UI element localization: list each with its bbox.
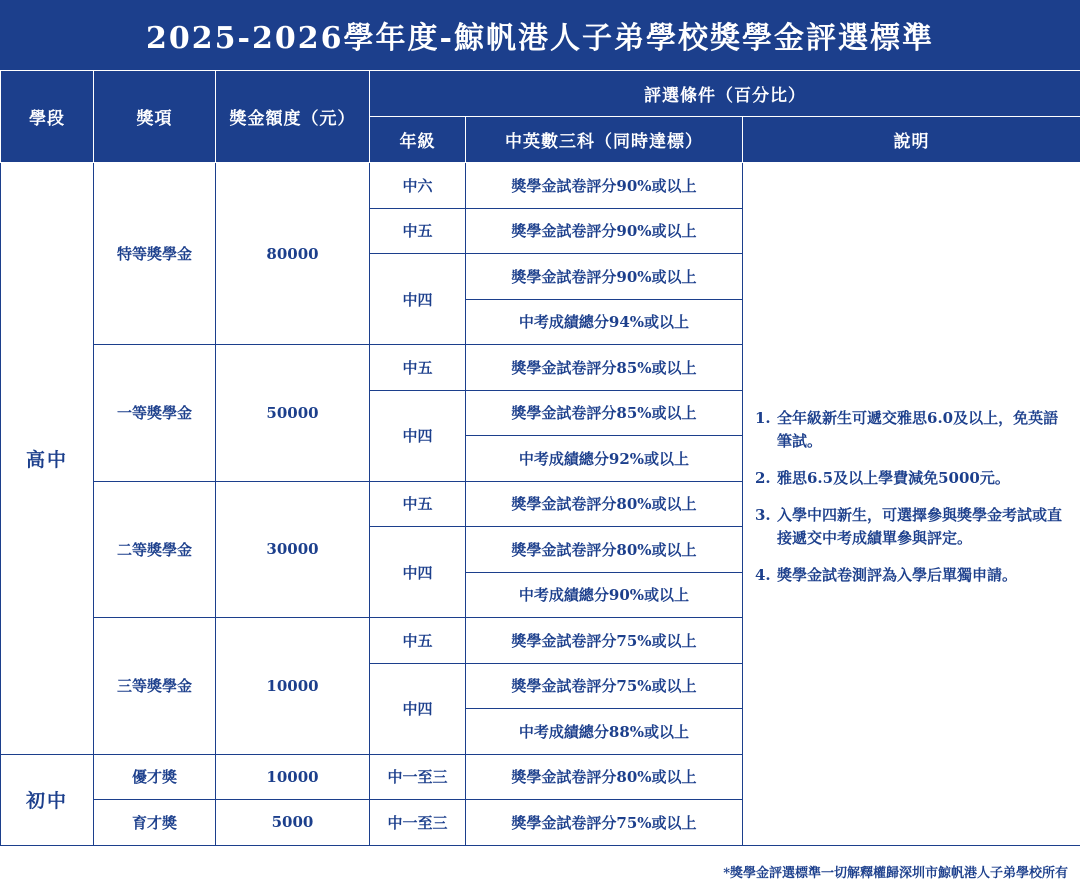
note-number: 3. <box>755 505 771 524</box>
condition-cell: 中考成績總分90%或以上 <box>466 572 743 618</box>
award-amount: 5000 <box>216 800 370 846</box>
note-number: 2. <box>755 468 771 487</box>
header-stage: 學段 <box>1 71 94 163</box>
condition-cell: 獎學金試卷評分85%或以上 <box>466 345 743 391</box>
award-name: 特等獎學金 <box>94 163 216 345</box>
header-grade: 年級 <box>370 117 466 163</box>
stage-senior: 高中 <box>1 163 94 755</box>
grade-cell: 中四 <box>370 527 466 618</box>
condition-cell: 獎學金試卷評分80%或以上 <box>466 481 743 527</box>
award-amount: 30000 <box>216 481 370 618</box>
award-name: 二等獎學金 <box>94 481 216 618</box>
scholarship-table <box>0 70 1080 846</box>
award-name: 一等獎學金 <box>94 345 216 482</box>
header-criteria: 評選條件（百分比） <box>370 71 1080 117</box>
note-text: 入學中四新生，可選擇參與獎學金考試或直接遞交中考成績單參與評定。 <box>777 505 1063 547</box>
condition-cell: 獎學金試卷評分85%或以上 <box>466 390 743 436</box>
note-item <box>755 504 1070 550</box>
condition-cell: 中考成績總分94%或以上 <box>466 299 743 345</box>
award-amount: 10000 <box>216 618 370 755</box>
grade-cell: 中五 <box>370 618 466 664</box>
condition-cell: 中考成績總分88%或以上 <box>466 709 743 755</box>
grade-cell: 中五 <box>370 208 466 254</box>
header-amount: 獎金額度（元） <box>216 71 370 163</box>
grade-cell: 中一至三 <box>370 800 466 846</box>
page-title: 2025-2026學年度-鯨帆港人子弟學校獎學金評選標準 <box>0 0 1080 70</box>
note-number: 4. <box>755 565 771 584</box>
grade-cell: 中四 <box>370 254 466 345</box>
note-item <box>755 407 1070 453</box>
award-amount: 10000 <box>216 754 370 800</box>
condition-cell: 獎學金試卷評分75%或以上 <box>466 800 743 846</box>
condition-cell: 獎學金試卷評分90%或以上 <box>466 208 743 254</box>
award-name: 優才獎 <box>94 754 216 800</box>
condition-cell: 中考成績總分92%或以上 <box>466 436 743 482</box>
header-award: 獎項 <box>94 71 216 163</box>
condition-cell: 獎學金試卷評分90%或以上 <box>466 163 743 209</box>
note-item <box>755 564 1070 587</box>
header-row-1 <box>1 71 1080 117</box>
note-item <box>755 467 1070 490</box>
note-text: 雅思6.5及以上學費減免5000元。 <box>777 468 1010 487</box>
condition-cell: 獎學金試卷評分80%或以上 <box>466 754 743 800</box>
note-number: 1. <box>755 408 771 427</box>
grade-cell: 中五 <box>370 345 466 391</box>
header-notes: 說明 <box>743 117 1080 163</box>
condition-cell: 獎學金試卷評分75%或以上 <box>466 618 743 664</box>
header-subjects: 中英數三科（同時達標） <box>466 117 743 163</box>
stage-junior: 初中 <box>1 754 94 845</box>
award-name: 育才獎 <box>94 800 216 846</box>
condition-cell: 獎學金試卷評分75%或以上 <box>466 663 743 709</box>
grade-cell: 中五 <box>370 481 466 527</box>
grade-cell: 中四 <box>370 663 466 754</box>
note-text: 獎學金試卷測評為入學后單獨申請。 <box>777 565 1018 584</box>
notes-cell <box>743 163 1080 846</box>
award-name: 三等獎學金 <box>94 618 216 755</box>
footer-note: *獎學金評選標準一切解釋權歸深圳市鯨帆港人子弟學校所有 <box>723 866 1068 881</box>
condition-cell: 獎學金試卷評分80%或以上 <box>466 527 743 573</box>
award-amount: 50000 <box>216 345 370 482</box>
grade-cell: 中四 <box>370 390 466 481</box>
grade-cell: 中一至三 <box>370 754 466 800</box>
award-amount: 80000 <box>216 163 370 345</box>
note-text: 全年級新生可遞交雅思6.0及以上，免英語筆試。 <box>777 408 1059 450</box>
condition-cell: 獎學金試卷評分90%或以上 <box>466 254 743 300</box>
grade-cell: 中六 <box>370 163 466 209</box>
table-row <box>1 163 1080 209</box>
